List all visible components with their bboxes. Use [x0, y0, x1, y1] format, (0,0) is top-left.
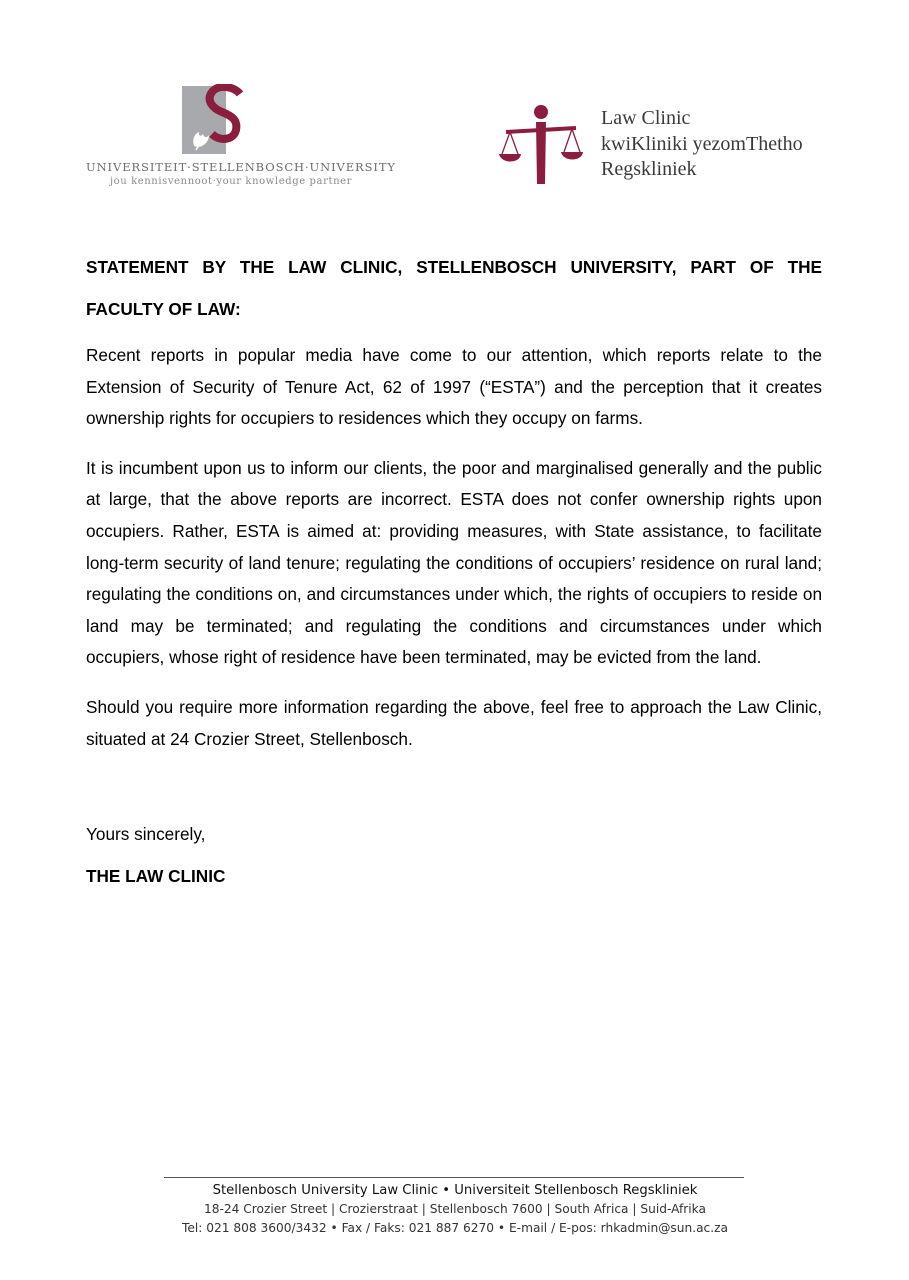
letter-body: [86, 246, 822, 892]
paragraph-contact-info: Should you require more information regarding the above, feel free to approach the Law Clinic, situated at 24 Crozier Street, Stellenbosch.: [86, 696, 822, 749]
closing-salutation: Yours sincerely,: [86, 824, 206, 845]
footer-divider: [164, 1177, 744, 1178]
su-shield-logo-icon: [182, 84, 244, 156]
university-tagline: jou kennisvennoot·your knowledge partner: [109, 176, 353, 187]
university-name: UNIVERSITEIT·STELLENBOSCH·UNIVERSITY: [86, 160, 396, 174]
law-clinic-name-xh: kwiKliniki yezomThetho: [601, 132, 803, 155]
letterhead-footer: [120, 1181, 790, 1238]
university-logo: [86, 84, 396, 194]
footer-address: 18-24 Crozier Street | Crozierstraat | Stellenbosch 7600 | South Africa | Suid-Afrika: [203, 1202, 706, 1216]
paragraph-esta-purpose: It is incumbent upon us to inform our clients, the poor and marginalised generally and the public at large, that the above reports are incorrect. ESTA does not confer ownership rights upon occupiers. Rather, ESTA is aimed at: providing measures, with State assistance, to facilitate long-term security of land tenure; regulating the conditions of occupiers’ residence on rural land; regulating the conditions on, and circumstances under which, the rights of occupiers to reside on land may be terminated; and regulating the conditions and circumstances under which occupiers, whose right of residence have been terminated, may be evicted from the land.: [86, 457, 822, 668]
law-clinic-logo: [498, 100, 828, 190]
law-clinic-name-en: Law Clinic: [601, 107, 691, 129]
scales-of-justice-icon: [498, 102, 584, 186]
paragraph-media-reports: Recent reports in popular media have come to our attention, which reports relate to the Extension of Security of Tenure Act, 62 of 1997 (“ESTA”) and the perception that it creates ownership rights for occupiers to residences which they occupy on farms.: [86, 345, 822, 429]
law-clinic-name: [601, 106, 803, 183]
law-clinic-name-af: Regskliniek: [601, 158, 697, 180]
footer-organisation: Stellenbosch University Law Clinic • Universiteit Stellenbosch Regskliniek: [212, 1183, 698, 1198]
signature-block: THE LAW CLINIC: [86, 865, 226, 886]
statement-heading: STATEMENT BY THE LAW CLINIC, STELLENBOSCH UNIVERSITY, PART OF THE FACULTY OF LAW:: [86, 257, 822, 319]
footer-contact: Tel: 021 808 3600/3432 • Fax / Faks: 021 887 6270 • E-mail / E-pos: rhkadmin@sun.ac.za: [182, 1221, 728, 1235]
